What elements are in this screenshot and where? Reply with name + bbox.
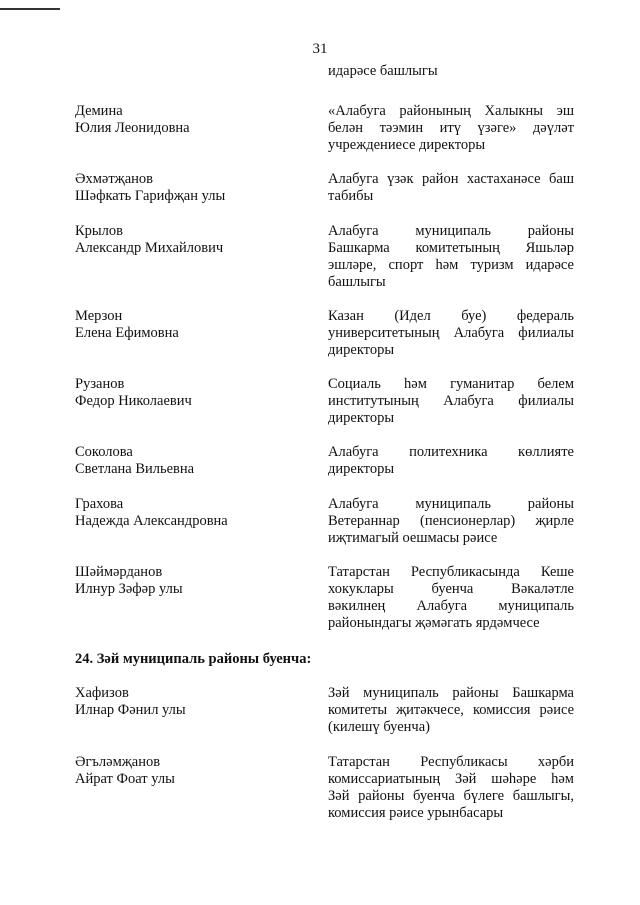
- member-name: [75, 496, 315, 530]
- member-position: [328, 376, 574, 427]
- position-line: Зәй районы буенча бүлеге башлыгы,: [328, 788, 574, 804]
- position-line: иҗтимагый оешмасы рәисе: [328, 530, 498, 546]
- continuation-text: идарәсе башлыгы: [328, 63, 438, 79]
- position-line: белән тәэмин итү үзәге» дәүләт: [328, 120, 574, 136]
- surname: Мерзон: [75, 308, 123, 324]
- member-position: [328, 564, 574, 632]
- position-line: вәкилнең Алабуга муниципаль: [328, 598, 574, 614]
- position-line: директоры: [328, 410, 395, 426]
- surname: Крылов: [75, 223, 123, 239]
- position-line: хокуклары буенча Вәкаләтле: [328, 581, 574, 597]
- position-line: Ветераннар (пенсионерлар) җирле: [328, 513, 574, 529]
- given-names: Федор Николаевич: [75, 393, 192, 409]
- surname: Рузанов: [75, 376, 125, 392]
- position-line: Алабуга үзәк район хастаханәсе баш: [328, 171, 574, 187]
- district-heading: 24. Зәй муниципаль районы буенча:: [75, 651, 312, 667]
- page-number: 31: [312, 41, 328, 57]
- given-names: Шәфкать Гарифҗан улы: [75, 188, 226, 204]
- given-names: Александр Михайлович: [75, 240, 224, 256]
- member-name: [75, 223, 315, 257]
- given-names: Айрат Фоат улы: [75, 771, 175, 787]
- position-line: директоры: [328, 342, 395, 358]
- position-line: Татарстан Республикасында Кеше: [328, 564, 574, 580]
- position-line: директоры: [328, 461, 395, 477]
- given-names: Илнур Зәфәр улы: [75, 581, 183, 597]
- given-names: Илнар Фәнил улы: [75, 702, 186, 718]
- position-line: Татарстан Республикасы хәрби: [328, 754, 574, 770]
- position-line: (килешү буенча): [328, 719, 430, 735]
- surname: Демина: [75, 103, 123, 119]
- member-name: [75, 754, 315, 788]
- position-line: комиссия рәисе урынбасары: [328, 805, 504, 821]
- member-position: [328, 685, 574, 736]
- position-line: Зәй муниципаль районы Башкарма: [328, 685, 574, 701]
- position-line: Башкарма комитетының Яшьләр: [328, 240, 574, 256]
- member-name: [75, 444, 315, 478]
- member-position: [328, 754, 574, 822]
- position-line: табибы: [328, 188, 374, 204]
- top-rule: [0, 8, 60, 10]
- given-names: Юлия Леонидовна: [75, 120, 190, 136]
- surname: Хафизов: [75, 685, 129, 701]
- member-position: [328, 496, 574, 547]
- member-name: [75, 685, 315, 719]
- member-name: [75, 171, 315, 205]
- member-position: [328, 103, 574, 154]
- member-name: [75, 564, 315, 598]
- position-line: комиссариатының Зәй шәһәре һәм: [328, 771, 574, 787]
- position-line: районындагы җәмәгать ярдәмчесе: [328, 615, 540, 631]
- position-line: комитеты җитәкчесе, комиссия рәисе: [328, 702, 574, 718]
- surname: Соколова: [75, 444, 133, 460]
- position-line: «Алабуга районының Халыкны эш: [328, 103, 574, 119]
- member-name: [75, 103, 315, 137]
- member-position: [328, 171, 574, 205]
- position-line: Алабуга муниципаль районы: [328, 496, 574, 512]
- position-line: институтының Алабуга филиалы: [328, 393, 574, 409]
- member-position: [328, 223, 574, 291]
- member-name: [75, 376, 315, 410]
- surname: Әгъләмҗанов: [75, 754, 161, 770]
- position-line: Казан (Идел буе) федераль: [328, 308, 574, 324]
- position-line: Социаль һәм гуманитар белем: [328, 376, 574, 392]
- member-position: [328, 308, 574, 359]
- position-line: Алабуга политехника көллияте: [328, 444, 574, 460]
- position-line: Алабуга муниципаль районы: [328, 223, 574, 239]
- position-line: учреждениесе директоры: [328, 137, 486, 153]
- surname: Әхмәтҗанов: [75, 171, 153, 187]
- member-position: [328, 444, 574, 478]
- member-name: [75, 308, 315, 342]
- surname: Грахова: [75, 496, 124, 512]
- given-names: Надежда Александровна: [75, 513, 228, 529]
- given-names: Елена Ефимовна: [75, 325, 179, 341]
- given-names: Светлана Вильевна: [75, 461, 195, 477]
- position-line: эшләре, спорт һәм туризм идарәсе: [328, 257, 574, 273]
- position-line: университетының Алабуга филиалы: [328, 325, 574, 341]
- position-line: башлыгы: [328, 274, 386, 290]
- surname: Шәймәрданов: [75, 564, 163, 580]
